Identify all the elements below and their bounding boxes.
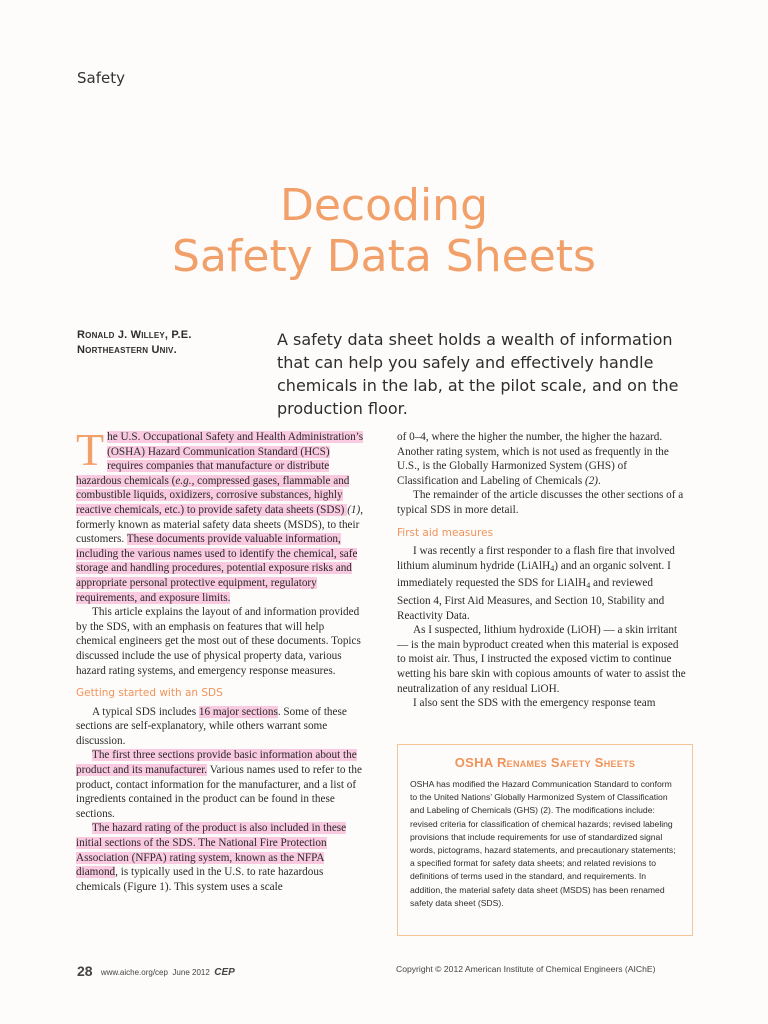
author-affiliation: Northeastern Univ. — [77, 344, 177, 356]
intro-paragraph: The U.S. Occupational Safety and Health Administration’s (OSHA) Hazard Communication Standard (HCS) requires companies that manufacture or distribute hazardous chemicals (e.g., compressed gases, flammable and combustible liquids, oxidizers, corrosive substances, highly reactive chemicals, etc.) to provide safety data sheets (SDS) (1), formerly known as material safety data sheets (MSDS), to their customers. These documents provide valuable information, including the various names used to identify the chemical, safe storage and handling procedures, potential exposure risks and appropriate personal protective equipment, regulatory requirements, and exposure limits. — [76, 424, 364, 604]
left-column — [76, 424, 366, 894]
article-dek: A safety data sheet holds a wealth of information that can help you safely and effectively handle chemicals in the lab, at the pilot scale, and on the production floor. — [277, 330, 679, 418]
copyright-notice: Copyright © 2012 American Institute of Chemical Engineers (AIChE) — [396, 964, 656, 974]
paragraph: This article explains the layout of and information provided by the SDS, with an emphasis on features that will help chemical engineers get the most out of these documents. Topics discussed include the use of physical property data, various hazard rating systems, and emergency response measures. — [76, 606, 361, 677]
highlighted-text: 16 major sections — [198, 705, 278, 718]
paragraph: I was recently a first responder to a flash fire that involved lithium aluminum hydride (LiAlH$_4$) and an organic solvent. I immediately requested the SDS for LiAlH$_4$ and reviewed Section 4, First Aid Measures, and Section 10, Stability and Reactivity Data. — [397, 545, 675, 622]
page-footer — [77, 963, 235, 979]
section-heading: First aid measures — [397, 526, 494, 539]
paragraph: of 0–4, where the higher the number, the higher the hazard. Another rating system, which is not used as frequently in the U.S., is the Globally Harmonized System (GHS) of Classification and Labeling of Chemicals (2). — [397, 431, 669, 487]
title-line-1: Decoding — [279, 180, 489, 231]
title-line-2: Safety Data Sheets — [172, 231, 596, 282]
author-name: Ronald J. Willey, P.E. — [77, 329, 192, 341]
paragraph: A typical SDS includes 16 major sections. Some of these sections are self-explanatory, while others warrant some discussion. — [76, 705, 347, 747]
footer-url: www.aiche.org/cep — [100, 968, 168, 977]
right-column — [397, 430, 687, 711]
paragraph: The remainder of the article discusses the other sections of a typical SDS in more detail. — [397, 489, 684, 516]
paragraph: The hazard rating of the product is also included in these initial sections of the SDS. The National Fire Protection Association (NFPA) rating system, known as the NFPA diamond, is typically used in the U.S. to rate hazardous chemicals (Figure 1). This system uses a scale — [76, 822, 347, 893]
section-heading: Getting started with an SDS — [76, 687, 223, 700]
paragraph: As I suspected, lithium hydroxide (LiOH) — a skin irritant — is the main byproduct created when this material is exposed to moist air. Thus, I instructed the exposed victim to continue wetting his bare skin with copious amounts of water to assist the neutralization of any residual LiOH. — [397, 624, 686, 695]
section-label: Safety — [77, 69, 125, 87]
article-title — [0, 180, 768, 282]
reference: (1) — [347, 503, 361, 516]
byline — [77, 328, 192, 358]
highlighted-text: The hazard rating of the product is also included in these initial sections of the SDS. The National Fire Protection Association (NFPA) rating system, known as the NFPA diamond — [76, 822, 347, 879]
footer-date: June 2012 — [172, 968, 210, 977]
highlighted-text: These documents provide valuable information, including the various names used to identify the chemical, safe storage and handling procedures, potential exposure risks and appropriate personal protective equipment, regulatory requirements, and exposure limits. — [76, 533, 358, 604]
paragraph: The first three sections provide basic information about the product and its manufacturer. Various names used to refer to the product, contact information for the manufacturer, and a list of ingredients contained in the product can be found in these sections. — [76, 749, 362, 820]
magazine-name: CEP — [214, 967, 235, 978]
sidebar-box — [397, 744, 693, 936]
drop-cap: T — [76, 424, 105, 475]
page-number: 28 — [77, 963, 93, 979]
paragraph: I also sent the SDS with the emergency response team — [413, 697, 656, 710]
reference: (2) — [584, 474, 599, 487]
highlighted-text: The first three sections provide basic information about the product and its manufacturer. — [76, 749, 357, 777]
sidebar-title: OSHA Renames Safety Sheets — [454, 755, 636, 770]
sidebar-body: OSHA has modified the Hazard Communication Standard to conform to the United Nations’ Globally Harmonized System of Classification and Labeling of Chemicals (GHS) (2). The modifications include: revised criteria for classification of chemical hazards; revised labeling provisions that include requirements for use of standardized signal words, pictograms, hazard statements, and precautionary statements; a specified format for safety data sheets; and related revisions to definitions of terms used in the standard, and requirements. In addition, the material safety data sheet (MSDS) has been renamed safety data sheet (SDS). — [410, 779, 676, 908]
highlighted-text: he U.S. Occupational Safety and Health Administration’s (OSHA) Hazard Communication Standard (HCS) requires companies that manufacture or distribute hazardous chemicals (e.g., compressed gases, flammable and combustible liquids, oxidizers, corrosive substances, highly reactive chemicals, etc.) to provide safety data sheets (SDS) — [76, 431, 364, 516]
